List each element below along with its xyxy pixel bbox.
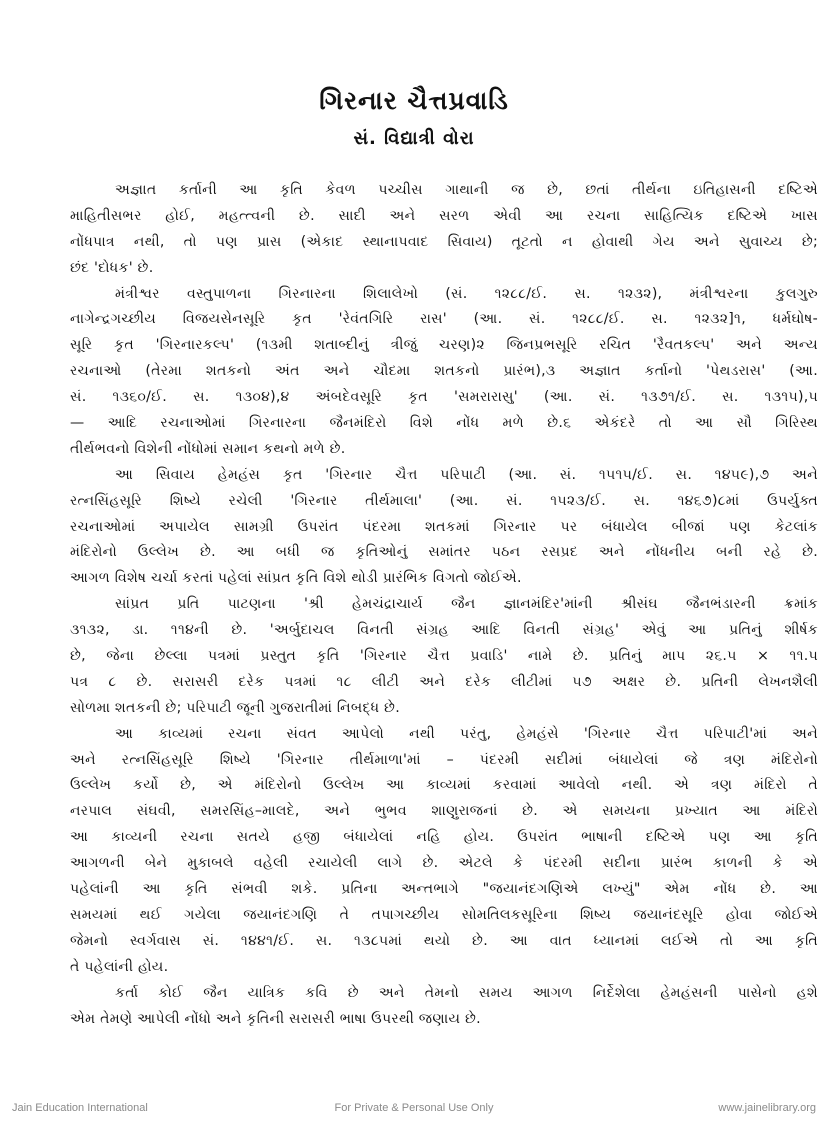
text-line: આગળ વિશેષ ચર્ચા કરતાં પહેલાં સાંપ્રત કૃતિ વિશે થોડી પ્રારંભિક વિગતો જોઈએ. [70,570,522,587]
text-line: રત્નસિંહસૂરિ શિષ્યે રચેલી 'ગિરનાર તીર્થમાલા' (આ. સં. ૧૫૨૩/ઈ. સ. ૧૪૬૭)૮માં ઉપર્યુક્ત [70,492,818,509]
text-line: મંદિરોનો ઉલ્લેખ છે. આ બધી જ કૃતિઓનું સમાંતર પઠન રસપ્રદ અને નોંધનીય બની રહે છે. [70,544,818,561]
text-line: માહિતીસભર હોઈ, મહત્ત્વની છે. સાદી અને સરળ એવી આ રચના સાહિત્યિક દષ્ટિએ ખાસ [70,207,818,224]
text-line: નોંધપાત્ર નથી, તો પણ પ્રાસ (એકાદ સ્થાનાપવાદ સિવાય) તૂટતો ન હોવાથી ગેય અને સુવાચ્ય છે; [70,233,818,250]
text-line: આ કાવ્યની રચના સતયે હજી બંધાયેલાં નહિ હોય. ઉપરાંત ભાષાની દષ્ટિએ પણ આ કૃતિ [70,829,818,846]
page-title: ગિરનાર ચૈત્તપ્રવાડિ [319,86,509,115]
text-line: છે, જેના છેલ્લા પત્રમાં પ્રસ્તુત કૃતિ 'ગિરનાર ચૈત્ત પ્રવાડિ' નામે છે. પ્રતિનું માપ ૨૬.૫ × ૧૧.૫ [70,648,818,665]
paragraph-first-line: આ કાવ્યમાં રચના સંવત આપેલો નથી પરંતુ, હેમહંસે 'ગિરનાર ચૈત્ત પરિપાટી'માં અને [115,725,818,742]
text-line: પત્ર ૮ છે. સરાસરી દરેક પત્રમાં ૧૮ લીટી અને દરેક લીટીમાં ૫૭ અક્ષર છે. પ્રતિની લેખનશૈલી [70,673,818,690]
text-line: એમ તેમણે આપેલી નોંધો અને કૃતિની સરાસરી ભાષા ઉપરથી જણાય છે. [70,1010,481,1027]
text-line: સમયમાં થઈ ગયેલા જયાનંદગણિ તે તપાગચ્છીય સોમતિલકસૂરિના શિષ્ય જયાનંદસૂરિ હોવા જોઈએ [70,906,818,923]
paragraph-first-line: આ સિવાય હેમહંસ કૃત 'ગિરનાર ચૈત્ત પરિપાટી (આ. સં. ૧૫૧૫/ઈ. સ. ૧૪૫૯),૭ અને [115,466,818,483]
text-line: જેમનો સ્વર્ગવાસ સં. ૧૪૪૧/ઈ. સ. ૧૩૮૫માં થયો છે. આ વાત ધ્યાનમાં લઈએ તો આ કૃતિ [70,932,818,949]
paragraph-first-line: સાંપ્રત પ્રતિ પાટણના 'શ્રી હેમચંદ્રાચાર્ય જૈન જ્ઞાનમંદિર'માંની શ્રીસંઘ જૈનભંડારની ક્રમાંક [115,596,818,613]
text-line: નરપાલ સંઘવી, સમરસિંહ–માલદે, અને ભુભવ શાણુરાજનાં છે. એ સમયના પ્રખ્યાત આ મંદિરો [70,803,818,820]
text-line: સોળમા શતકની છે; પરિપાટી જૂની ગુજરાતીમાં નિબદ્ધ છે. [70,699,400,716]
text-line: તીર્થભવનો વિશેની નોંધોમાં સમાન કથનો મળે છે. [70,440,346,457]
editor-byline: સં. વિદ્યાત્રી વોરા [353,128,475,149]
page-footer [0,1102,828,1118]
footer-website-link[interactable]: www.jainelibrary.org [718,1102,816,1114]
text-line: અને રત્નસિંહસૂરિ શિષ્યે 'ગિરનાર તીર્થમાળા'માં – પંદરમી સદીમાં બંધાયેલાં જે ત્રણ મંદિરોનો [70,751,818,768]
text-line: સૂરિ કૃત 'ગિરનારકલ્પ' (૧૩મી શતાબ્દીનું ત્રીજું ચરણ)૨ જિનપ્રભસૂરિ રચિત 'રૈવતકલ્પ' અને અન્ય [70,337,818,354]
text-line: તે પહેલાંની હોય. [70,958,169,975]
text-line: — આદિ રચનાઓમાં ગિરનારના જૈનમંદિરો વિશે નોંધ મળે છે.૬ એકંદરે તો આ સૌ ગિરિસ્થ [70,415,818,432]
paragraph-first-line: અજ્ઞાત કર્તાની આ કૃતિ કેવળ પચ્ચીસ ગાથાની જ છે, છતાં તીર્થના ઇતિહાસની દષ્ટિએ [115,182,818,198]
article-body [70,178,818,1032]
text-line: રચનાઓમાં અપાયેલ સામગ્રી ઉપરાંત પંદરમા શતકમાં ગિરનાર પર બંધાયેલ બીજાં પણ કેટલાંક [70,518,818,535]
paragraph-first-line: મંત્રીશ્વર વસ્તુપાળના ગિરનારના શિલાલેખો (સં. ૧૨૮૮/ઈ. સ. ૧૨૩૨), મંત્રીશ્વરના કુલગુરુ [115,285,818,302]
footer-publisher: Jain Education International [12,1102,148,1114]
text-line: આગળની બેને મુકાબલે વહેલી રચાયેલી લાગે છે. એટલે કે પંદરમી સદીના પ્રારંભ કાળની કે એ [70,855,818,872]
paragraph-first-line: કર્તા કોઈ જૈન યાત્રિક કવિ છે અને તેમનો સમય આગળ નિર્દેશેલા હેમહંસની પાસેનો હશે [115,984,818,1001]
text-line: સં. ૧૩૬૦/ઈ. સ. ૧૩૦૪),૪ અંબદેવસૂરિ કૃત 'સમરારાસુ' (આ. સં. ૧૩૭૧/ઈ. સ. ૧૩૧૫),૫ [70,389,818,406]
text-line: નાગેન્દ્રગચ્છીય વિજયસેનસૂરિ કૃત 'રેવંતગિરિ રાસ' (આ. સં. ૧૨૮૮/ઈ. સ. ૧૨૩૨]૧, ધર્મઘોષ- [70,311,818,328]
footer-usage-note: For Private & Personal Use Only [334,1102,494,1114]
text-line: પહેલાંની આ કૃતિ સંભવી શકે. પ્રતિના અન્તભાગે "જયાનંદગણિએ લખ્યું" એમ નોંધ છે. આ [70,881,818,898]
text-line: છંદ 'દોધક' છે. [70,259,154,276]
text-line: ઉલ્લેખ કર્યો છે, એ મંદિરોનો ઉલ્લેખ આ કાવ્યમાં કરવામાં આવેલો નથી. એ ત્રણ મંદિરો તે [70,777,818,794]
text-line: રચનાઓ (તેરમા શતકનો અંત અને ચૌદમા શતકનો પ્રારંભ),૩ અજ્ઞાત કર્તાનો 'પેથડરાસ' (આ. [70,363,818,380]
text-line: ૩૧૩૨, ડા. ૧૧૪ની છે. 'અર્બુદાચલ વિનતી સંગ્રહ આદિ વિનતી સંગ્રહ' એવું આ પ્રતિનું શીર્ષક [70,622,818,639]
